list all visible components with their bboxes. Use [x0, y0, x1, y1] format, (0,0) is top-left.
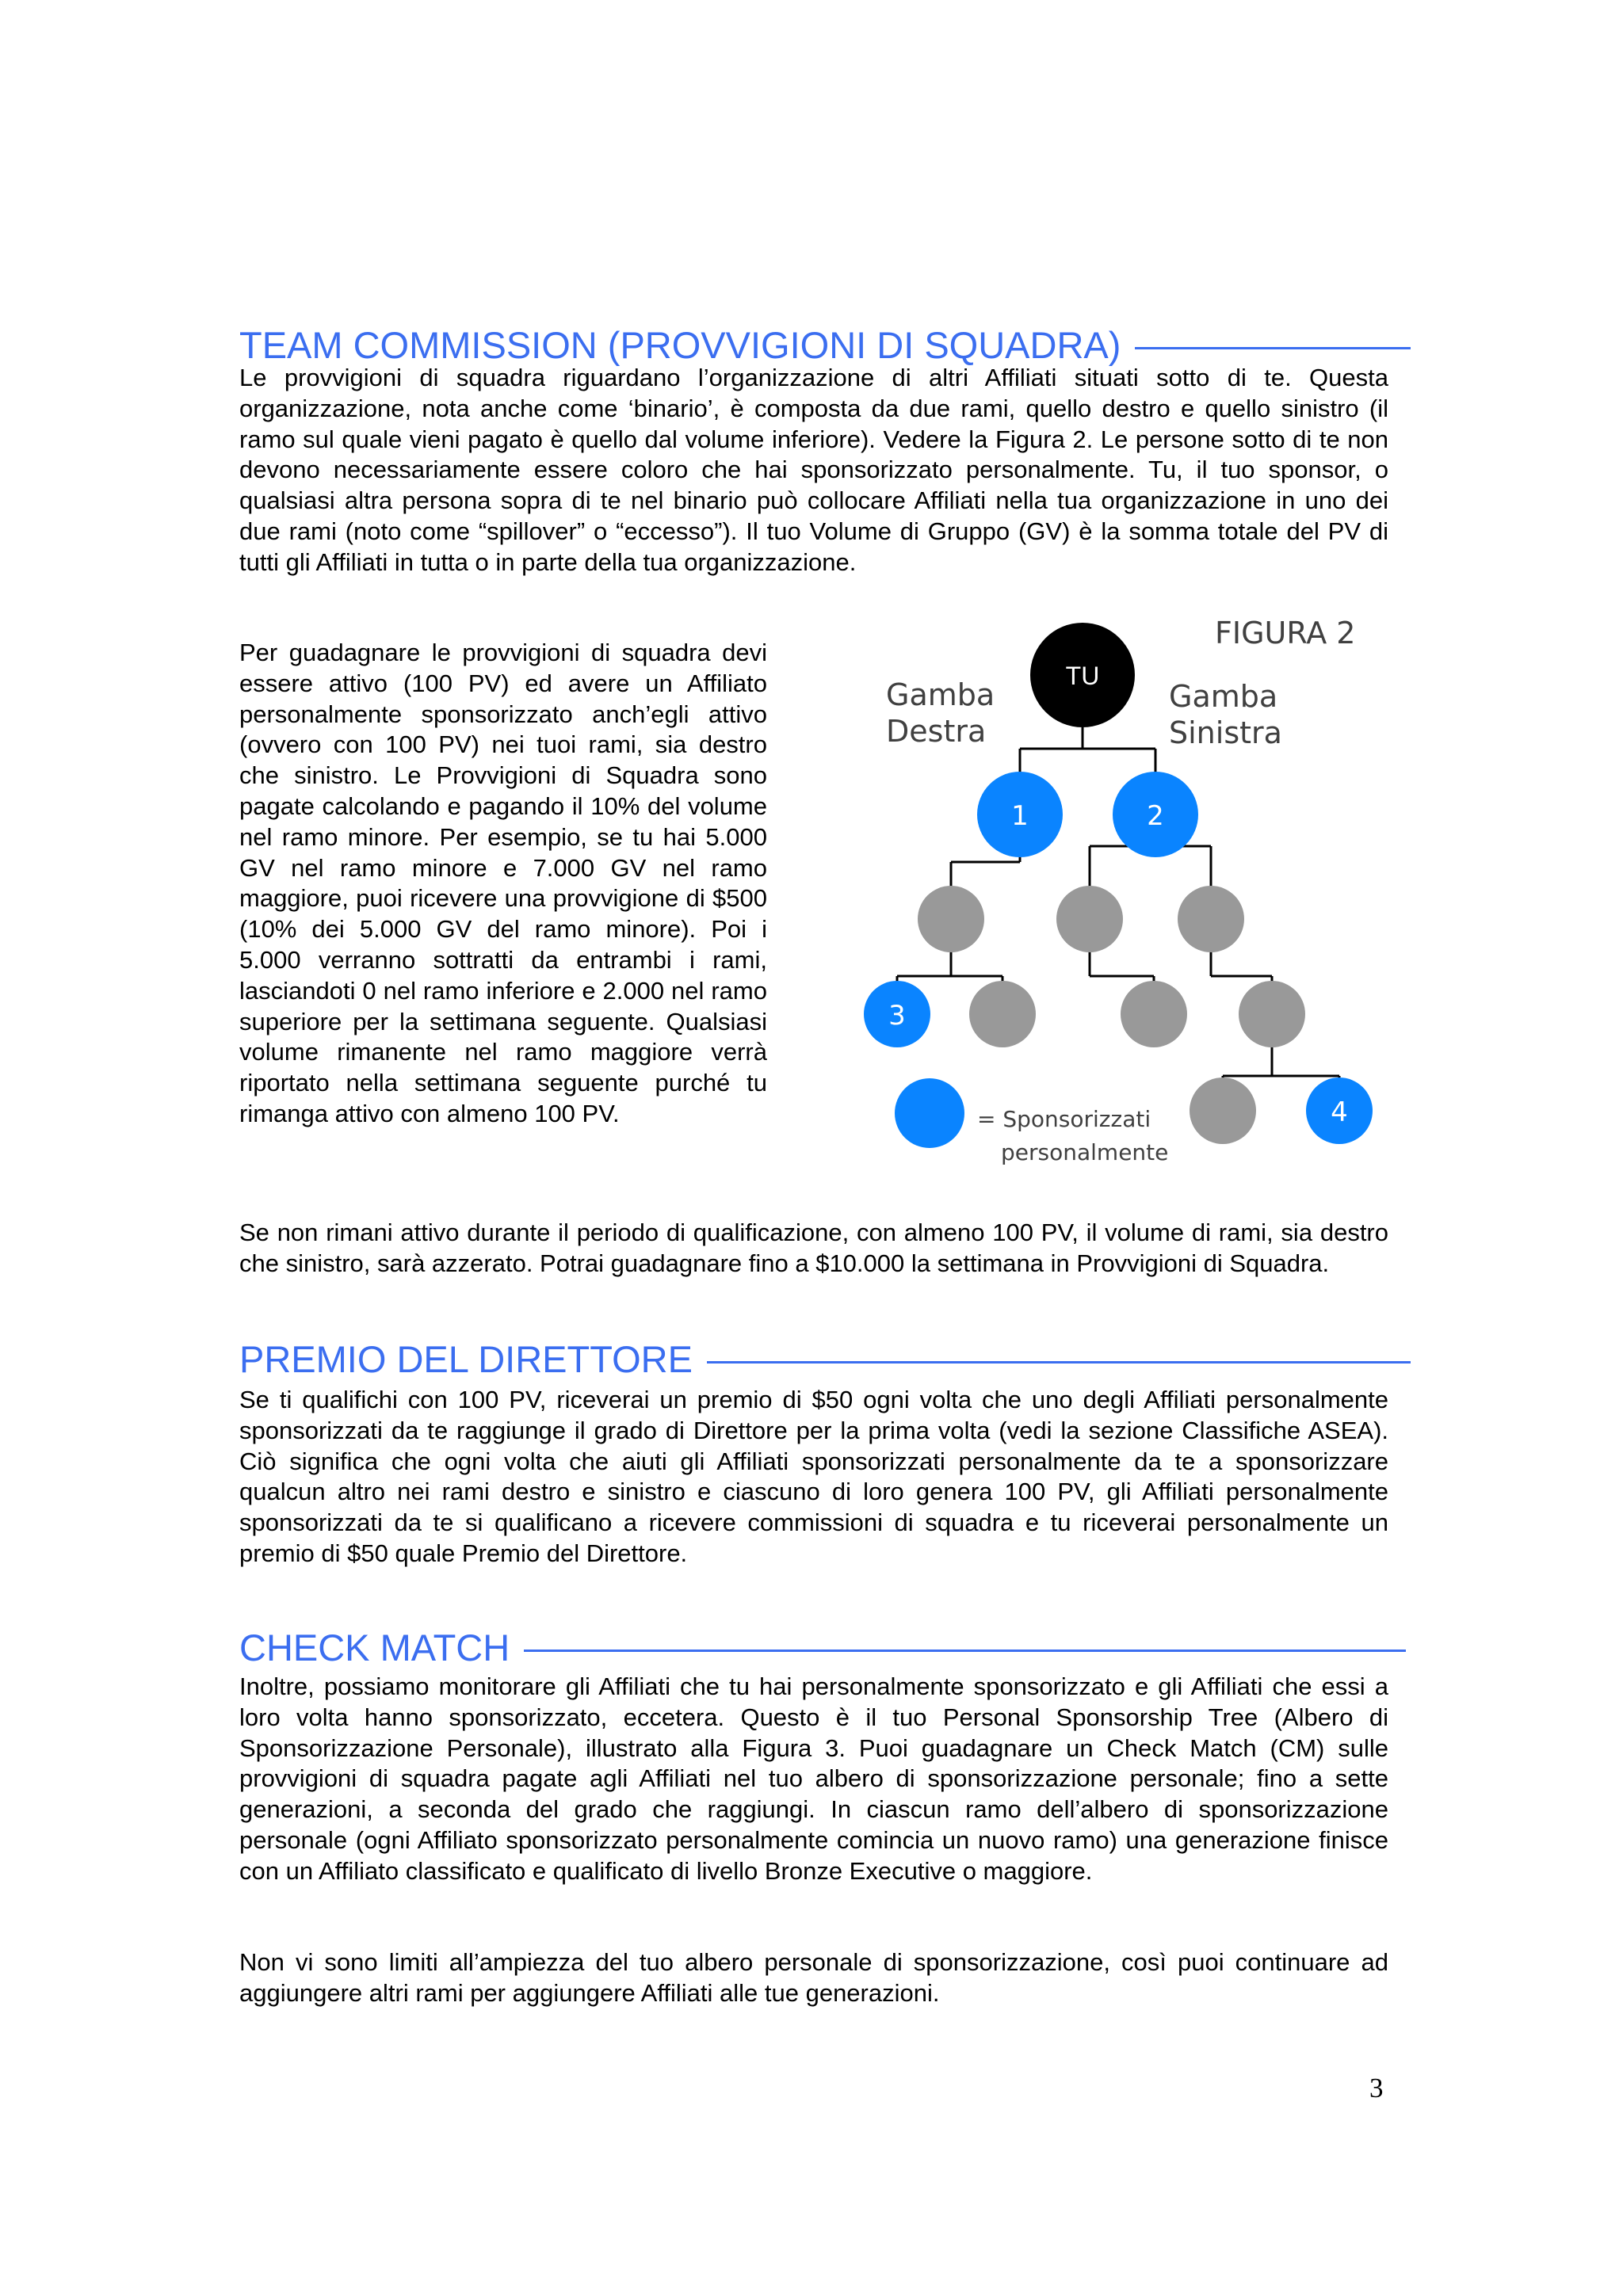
- node-grey: [1190, 1077, 1256, 1144]
- check-match-heading: [239, 1626, 1406, 1670]
- legend-text: personalmente: [1001, 1139, 1169, 1165]
- node-grey: [1178, 886, 1244, 952]
- right-leg-label: Sinistra: [1169, 715, 1282, 750]
- node-grey: [918, 886, 984, 952]
- left-leg-label: Destra: [886, 714, 987, 749]
- heading-rule: [524, 1650, 1406, 1652]
- team-commission-heading-text: TEAM COMMISSION (PROVVIGIONI DI SQUADRA): [239, 324, 1121, 366]
- node-grey: [1239, 981, 1305, 1047]
- heading-rule: [1135, 347, 1411, 349]
- director-award-heading-text: PREMIO DEL DIRETTORE: [239, 1338, 693, 1380]
- tu-node-label: TU: [1065, 662, 1100, 690]
- node-1-label: 1: [1011, 800, 1029, 832]
- node-grey: [1056, 886, 1123, 952]
- director-award-body: Se ti qualifichi con 100 PV, riceverai un premio di $50 ogni volta che uno degli Affiliati personalmente sponsorizzati da te raggiunge il grado di Direttore per la prima volta (vedi la sezione Classifiche ASEA). Ciò significa che ogni volta che aiuti gli Affiliati sponsorizzati personalmente da te a sponsorizzare qualcun altro nei rami destro e sinistro e ciascuno di loro genera 100 PV, gli Affiliati personalmente sponsorizzati da te si qualificano a ricevere commissioni di squadra e tu riceverai personalmente un premio di $50 quale Premio del Direttore.: [239, 1386, 1388, 1567]
- team-commission-closing: Se non rimani attivo durante il periodo di qualificazione, con almeno 100 PV, il volume di rami, sia destro che sinistro, sarà azzerato. Potrai guadagnare fino a $10.000 la settimana in Provvigioni di Squadra.: [239, 1219, 1388, 1277]
- check-match-body: Inoltre, possiamo monitorare gli Affiliati che tu hai personalmente sponsorizzato e gli Affiliati che essi a loro volta hanno sponsorizzato, eccetera. Questo è il tuo Personal Sponsorship Tree (Albero di Sponsorizzazione Personale), illustrato alla Figura 3. Puoi guadagnare un Check Match (CM) sulle provvigioni di squadra pagate agli Affiliati nel tuo albero di sponsorizzazione personale; fino a sette generazioni, a seconda del grado che raggiungi. In ciascun ramo dell’albero di sponsorizzazione personale (ogni Affiliato sponsorizzato personalmente comincia un nuovo ramo) una generazione finisce con un Affiliato classificato e qualificato di livello Bronze Executive o maggiore.: [239, 1672, 1388, 1885]
- team-commission-intro: Le provvigioni di squadra riguardano l’organizzazione di altri Affiliati situati sotto di te. Questa organizzazione, nota anche come ‘binario’, è composta da due rami, quello destro e quello sinistro (il ramo sul quale vieni pagato è quello dal volume inferiore). Vedere la Figura 2. Le persone sotto di te non devono necessariamente essere coloro che hai sponsorizzato personalmente. Tu, il tuo sponsor, o qualsiasi altra persona sopra di te nel binario può collocare Affiliati nella tua organizzazione in uno dei due rami (noto come “spillover” o “eccesso”). Il tuo Volume di Gruppo (GV) è la somma totale del PV di tutti gli Affiliati in tutta o in parte della tua organizzazione.: [239, 364, 1388, 576]
- node-grey: [1121, 981, 1187, 1047]
- check-match-heading-text: CHECK MATCH: [239, 1627, 510, 1669]
- node-3-label: 3: [888, 1000, 906, 1032]
- figure-title: FIGURA 2: [1215, 616, 1356, 650]
- legend-text: = Sponsorizzati: [977, 1106, 1151, 1132]
- node-2-label: 2: [1147, 800, 1164, 832]
- team-commission-heading: [239, 323, 1411, 368]
- node-4-label: 4: [1331, 1097, 1348, 1128]
- check-match-closing: Non vi sono limiti all’ampiezza del tuo albero personale di sponsorizzazione, così puoi continuare ad aggiungere altri rami per aggiungere Affiliati alle tue generazioni.: [239, 1948, 1388, 2007]
- director-award-heading: [239, 1337, 1411, 1382]
- legend-swatch: [895, 1078, 964, 1148]
- heading-rule: [707, 1361, 1411, 1363]
- left-leg-label: Gamba: [886, 677, 995, 712]
- figure-2-binary-tree: [856, 602, 1395, 1204]
- right-leg-label: Gamba: [1169, 679, 1278, 714]
- page-number: 3: [1369, 2073, 1384, 2103]
- node-grey: [969, 981, 1036, 1047]
- team-commission-column: Per guadagnare le provvigioni di squadra devi essere attivo (100 PV) ed avere un Affiliato personalmente sponsorizzato anch’egli attivo (ovvero con 100 PV) nei tuoi rami, sia destro che sinistro. Le Provvigioni di Squadra sono pagate calcolando e pagando il 10% del volume nel ramo minore. Per esempio, se tu hai 5.000 GV nel ramo minore e 7.000 GV nel ramo maggiore, puoi ricevere una provvigione di $500 (10% dei 5.000 GV del ramo minore). Poi i 5.000 verranno sottratti da entrambi i rami, lasciandoti 0 nel ramo inferiore e 2.000 nel ramo superiore per la settimana seguente. Qualsiasi volume rimanente nel ramo maggiore verrà riportato nella settimana seguente purché tu rimanga attivo con almeno 100 PV.: [239, 639, 767, 1127]
